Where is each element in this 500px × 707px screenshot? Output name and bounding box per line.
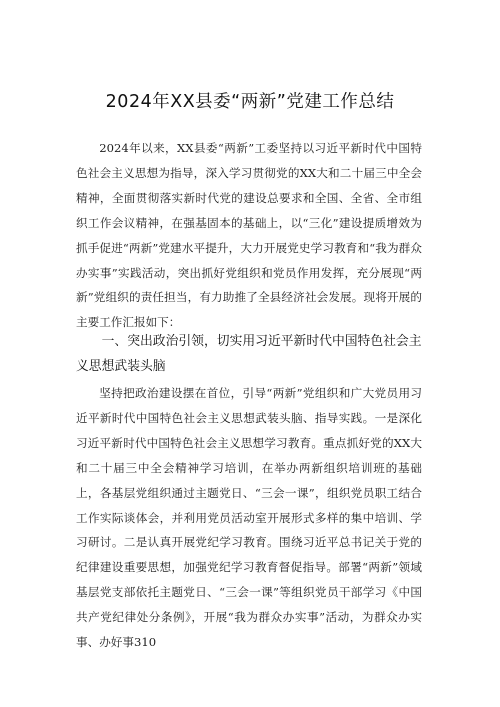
document-title: 2024年XX县委“两新”党建工作总结 <box>105 92 395 112</box>
section-body-paragraph: 坚持把政治建设摆在首位，引导“两新”党组织和广大党员用习近平新时代中国特色社会主义思想武装头脑、指导实践。一是深化习近平新时代中国特色社会主义思想学习教育。重点抓好党的XX大和二十届三中全会精神学习培训，在举办两新组织培训班的基础上，各基层党组织通过主题党日、“三会一课”，组织党员职工结合工作实际谈体会，并利用党员活动室开展形式多样的集中培训、学习研讨。二是认真开展党纪学习教育。围绕习近平总书记关于党的纪律建设重要思想，加强党纪学习教育督促指导。部署“两新”领域基层党支部依托主题党日、“三会一课”等组织党员干部学习《中国共产党纪律处分条例》，开展“我为群众办实事”活动，为群众办实事、办好事310 <box>76 386 422 650</box>
intro-paragraph: 2024年以来，XX县委“两新”工委坚持以习近平新时代中国特色社会主义思想为指导，深入学习贯彻党的XX大和二十届三中全会精神，全面贯彻落实新时代党的建设总要求和全国、全省、全市组织工作会议精神，在强基固本的基础上，以“三化”建设提质增效为抓手促进“两新”党建水平提升，大力开展党史学习教育和“我为群众办实事”实践活动，突出抓好党组织和党员作用发挥，充分展现“两新”党组织的责任担当，有力助推了全县经济社会发展。现将开展的主要工作汇报如下： <box>76 141 422 330</box>
section-heading: 一、突出政治引领，切实用习近平新时代中国特色社会主义思想武装头脑 <box>76 334 422 374</box>
